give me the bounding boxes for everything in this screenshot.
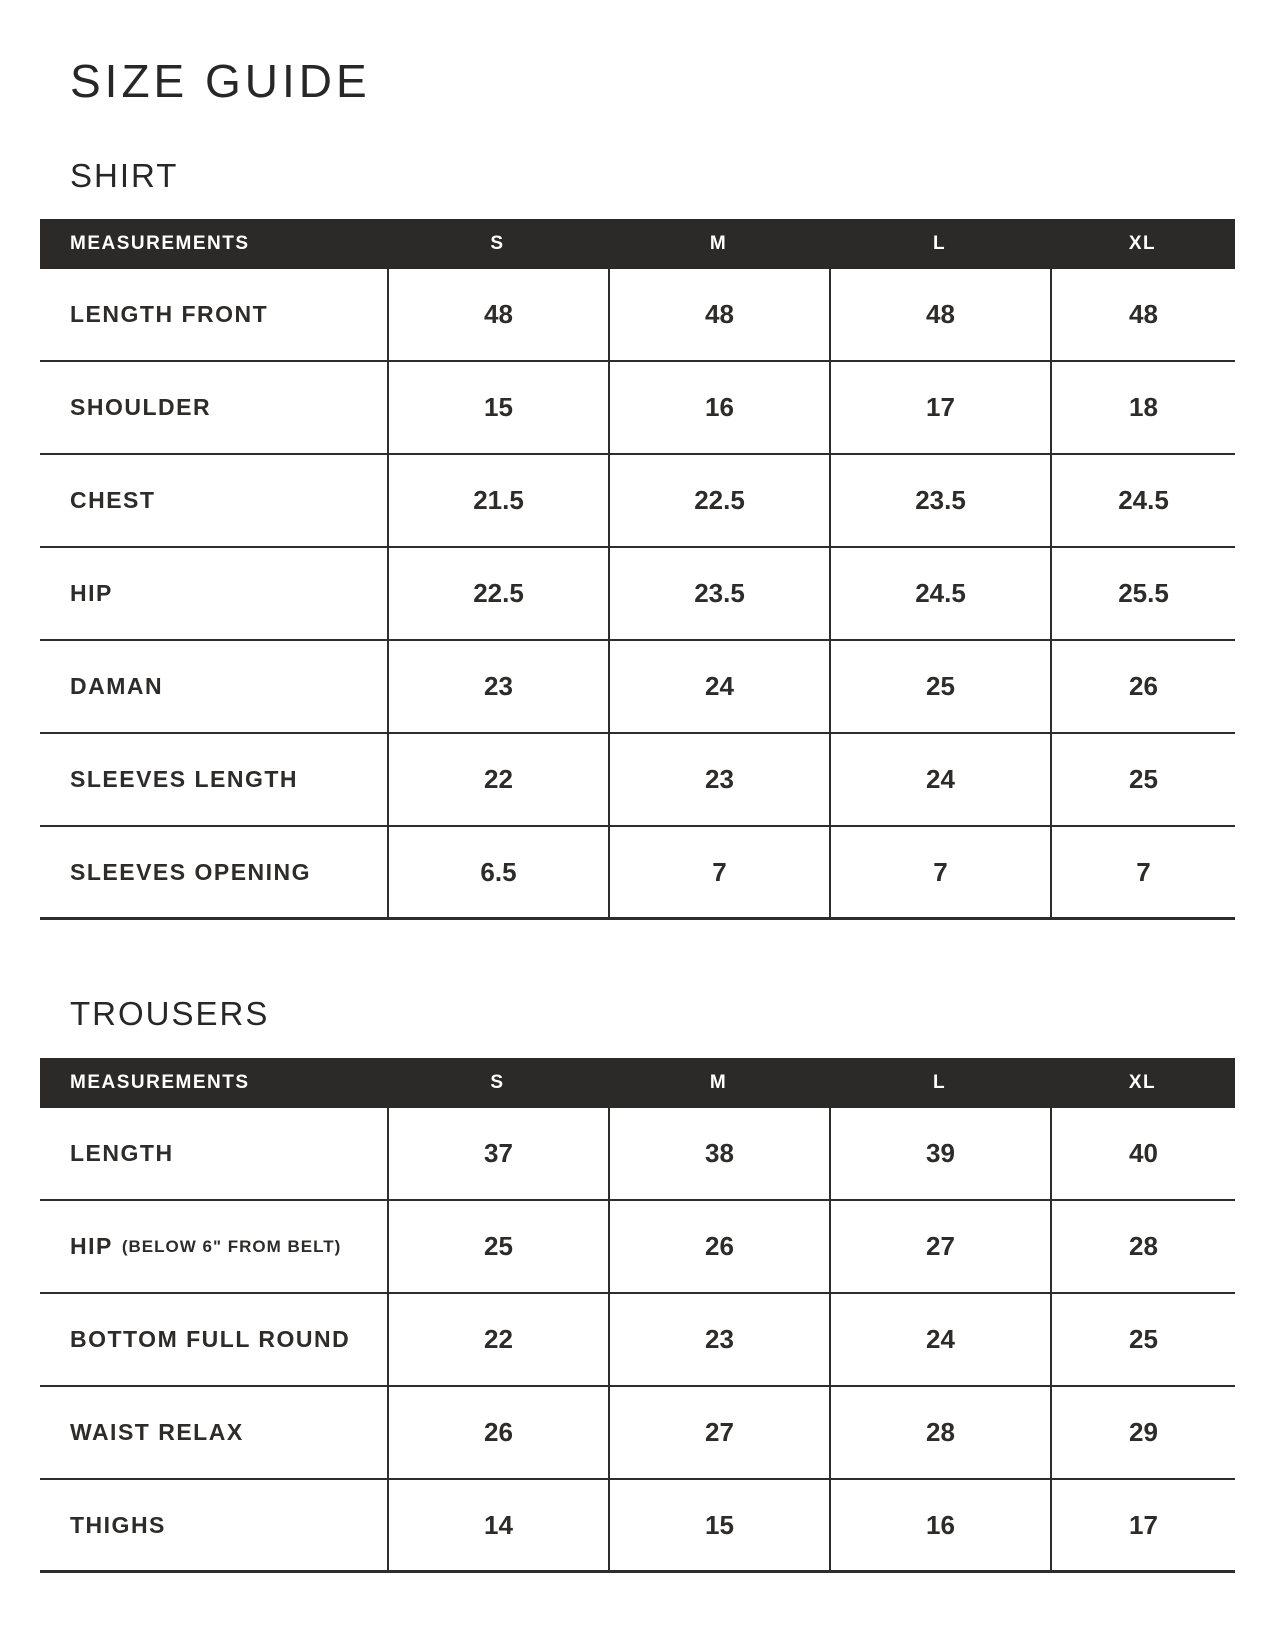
table-row-daman (40, 641, 1235, 734)
size-value-l: 28 (829, 1387, 1050, 1478)
row-label: THIGHS (70, 1511, 166, 1538)
size-value-s: 21.5 (387, 455, 608, 546)
row-sublabel: (BELOW 6" FROM BELT) (121, 1236, 342, 1256)
size-value-xl: 25 (1050, 734, 1235, 825)
size-value-m: 27 (608, 1387, 829, 1478)
size-value-s: 15 (387, 362, 608, 453)
page-title: SIZE GUIDE (70, 55, 371, 107)
row-label: BOTTOM FULL ROUND (70, 1326, 351, 1352)
column-header-measurements: MEASUREMENTS (70, 233, 250, 254)
size-value-xl: 28 (1050, 1201, 1235, 1292)
size-value-l: 24 (829, 1294, 1050, 1385)
row-label: SLEEVES LENGTH (70, 766, 299, 792)
size-value-l: 24 (829, 734, 1050, 825)
column-header-size-l: L (932, 233, 947, 254)
table-row-bottom-full-round (40, 1294, 1235, 1387)
trousers-section (40, 996, 1235, 1573)
size-value-xl: 18 (1050, 362, 1235, 453)
trousers-section-title: TROUSERS (70, 995, 270, 1032)
size-value-m: 23.5 (608, 548, 829, 639)
size-value-m: 23 (608, 734, 829, 825)
row-label: SHOULDER (70, 394, 212, 420)
column-header-size-s: S (490, 1072, 505, 1093)
trousers-size-table (40, 1058, 1235, 1573)
shirt-section-title: SHIRT (70, 157, 179, 194)
table-row-shoulder (40, 362, 1235, 455)
size-value-s: 22 (387, 1294, 608, 1385)
row-label: SLEEVES OPENING (70, 858, 312, 885)
trousers-table-header-row (40, 1058, 1235, 1108)
column-header-size-m: M (709, 1072, 728, 1093)
size-value-xl: 25.5 (1050, 548, 1235, 639)
size-value-l: 39 (829, 1108, 1050, 1199)
size-value-m: 38 (608, 1108, 829, 1199)
size-value-xl: 40 (1050, 1108, 1235, 1199)
size-value-s: 37 (387, 1108, 608, 1199)
table-row-length (40, 1108, 1235, 1201)
shirt-section (40, 158, 1235, 920)
size-value-l: 25 (829, 641, 1050, 732)
size-value-m: 26 (608, 1201, 829, 1292)
row-label: DAMAN (70, 673, 164, 699)
row-label: WAIST RELAX (70, 1419, 244, 1445)
table-row-length-front (40, 269, 1235, 362)
table-row-hip (40, 548, 1235, 641)
shirt-table-header-row (40, 219, 1235, 269)
size-value-s: 25 (387, 1201, 608, 1292)
column-header-measurements: MEASUREMENTS (70, 1072, 250, 1093)
table-row-sleeves-opening (40, 827, 1235, 920)
size-value-l: 24.5 (829, 548, 1050, 639)
column-header-size-l: L (932, 1072, 947, 1093)
size-value-xl: 17 (1050, 1480, 1235, 1570)
size-value-m: 48 (608, 269, 829, 360)
column-header-size-xl: XL (1128, 233, 1157, 254)
size-value-s: 23 (387, 641, 608, 732)
size-value-xl: 24.5 (1050, 455, 1235, 546)
size-value-s: 14 (387, 1480, 608, 1570)
size-value-l: 16 (829, 1480, 1050, 1570)
size-value-l: 7 (829, 827, 1050, 917)
table-row-hip-below-belt (40, 1201, 1235, 1294)
row-label-group (40, 1201, 387, 1292)
table-row-chest (40, 455, 1235, 548)
size-value-xl: 26 (1050, 641, 1235, 732)
shirt-size-table (40, 219, 1235, 920)
size-value-l: 23.5 (829, 455, 1050, 546)
size-value-s: 22 (387, 734, 608, 825)
row-label: LENGTH FRONT (70, 301, 269, 327)
size-value-s: 26 (387, 1387, 608, 1478)
row-label: HIP (70, 1233, 113, 1259)
row-label: CHEST (70, 487, 156, 513)
size-value-m: 22.5 (608, 455, 829, 546)
size-value-xl: 7 (1050, 827, 1235, 917)
size-value-s: 6.5 (387, 827, 608, 917)
size-value-m: 7 (608, 827, 829, 917)
size-value-m: 16 (608, 362, 829, 453)
column-header-size-m: M (709, 233, 728, 254)
size-value-xl: 29 (1050, 1387, 1235, 1478)
size-value-xl: 48 (1050, 269, 1235, 360)
size-value-l: 48 (829, 269, 1050, 360)
row-label: LENGTH (70, 1140, 174, 1166)
size-value-s: 48 (387, 269, 608, 360)
size-value-m: 23 (608, 1294, 829, 1385)
size-value-xl: 25 (1050, 1294, 1235, 1385)
table-row-thighs (40, 1480, 1235, 1573)
column-header-size-s: S (490, 233, 505, 254)
size-value-l: 17 (829, 362, 1050, 453)
row-label: HIP (70, 580, 113, 606)
size-value-m: 24 (608, 641, 829, 732)
size-value-m: 15 (608, 1480, 829, 1570)
column-header-size-xl: XL (1128, 1072, 1157, 1093)
size-value-s: 22.5 (387, 548, 608, 639)
size-value-l: 27 (829, 1201, 1050, 1292)
table-row-waist-relax (40, 1387, 1235, 1480)
table-row-sleeves-length (40, 734, 1235, 827)
